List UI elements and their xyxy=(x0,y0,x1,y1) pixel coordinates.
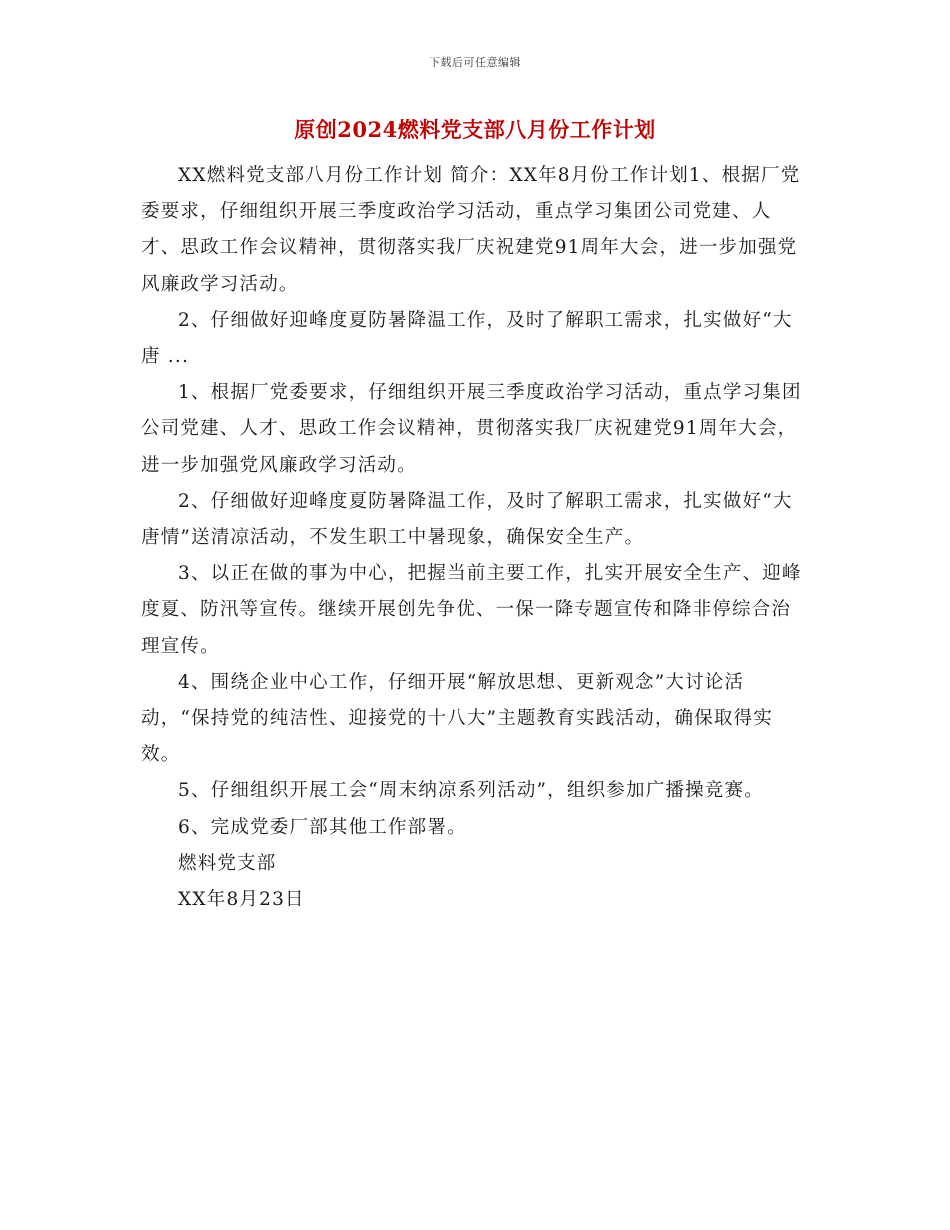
header-note: 下载后可任意编辑 xyxy=(429,56,521,69)
paragraph: 5、仔细组织开展工会“周末纳凉系列活动”，组织参加广播操竞赛。 xyxy=(178,780,764,802)
signature: 燃料党支部 xyxy=(178,852,277,874)
document-title: 原创2024燃料党支部八月份工作计划 xyxy=(294,117,656,142)
paragraph: 4、围绕企业中心工作，仔细开展“解放思想、更新观念”大讨论活动，“保持党的纯洁性、迎接党的十八大”主题教育实践活动，确保取得实效。 xyxy=(141,671,774,766)
paragraph: XX燃料党支部八月份工作计划 简介：XX年8月份工作计划1、根据厂党委要求，仔细组织开展三季度政治学习活动，重点学习集团公司党建、人才、思政工作会议精神，贯彻落实我厂庆祝建党91周年大会，进一步加强党风廉政学习活动。 xyxy=(141,165,801,295)
paragraph: 2、仔细做好迎峰度夏防暑降温工作，及时了解职工需求，扎实做好“大唐 ... xyxy=(141,309,793,368)
paragraph: 3、以正在做的事为中心，把握当前主要工作，扎实开展安全生产、迎峰度夏、防汛等宣传。继续开展创先争优、一保一降专题宣传和降非停综合治理宣传。 xyxy=(141,563,802,657)
date: XX年8月23日 xyxy=(178,889,305,911)
paragraph: 6、完成党委厂部其他工作部署。 xyxy=(178,816,467,838)
paragraph: 2、仔细做好迎峰度夏防暑降温工作，及时了解职工需求，扎实做好“大唐情”送清凉活动，不发生职工中暑现象，确保安全生产。 xyxy=(141,490,793,549)
document-body xyxy=(141,158,809,918)
paragraph: 1、根据厂党委要求，仔细组织开展三季度政治学习活动，重点学习集团公司党建、人才、思政工作会议精神，贯彻落实我厂庆祝建党91周年大会，进一步加强党风廉政学习活动。 xyxy=(141,382,802,476)
